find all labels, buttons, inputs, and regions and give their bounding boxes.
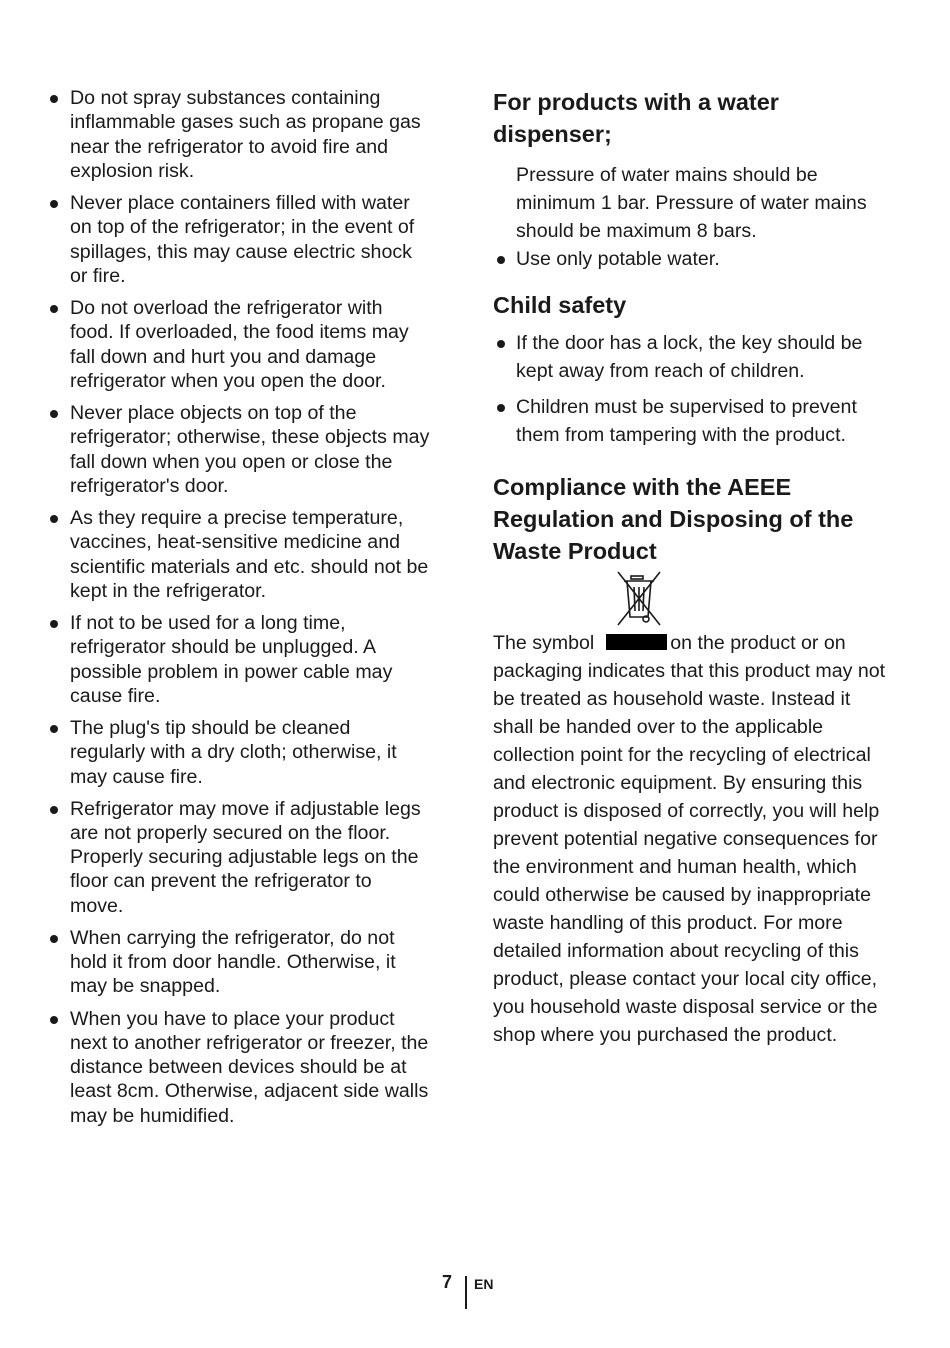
water-dispenser-heading: For products with a water dispenser; xyxy=(493,89,779,147)
safety-bullet-list xyxy=(48,86,430,1128)
list-item-text: Use only potable water. xyxy=(516,248,720,270)
bullet-icon xyxy=(497,340,505,348)
bullet-icon xyxy=(50,1016,58,1024)
aeee-text-after-symbol: on the product or on packaging indicates that this product may not be treated as household waste. Instead it shall be handed over to the applicable collection point for the recycling of electrical and electronic equipment. By ensuring this product is disposed of correctly, you will help prevent potential negative consequences for the environment and human health, which could otherwise be caused by inappropriate waste handling of this product. For more detailed information about recycling of this product, please contact your local city office, you household waste disposal service or the shop where you purchased the product. xyxy=(493,632,886,1046)
list-item xyxy=(48,296,430,393)
aeee-disposal-text xyxy=(493,629,893,1049)
aeee-compliance-heading: Compliance with the AEEE Regulation and Disposing of the Waste Product xyxy=(493,474,854,564)
list-item-text: Do not overload the refrigerator with food. If overloaded, the food items may fall down and hurt you and damage refrigerator when you open the door. xyxy=(70,296,409,392)
child-safety-bullet-list xyxy=(493,329,893,449)
list-item xyxy=(48,401,430,498)
list-item-text: The plug's tip should be cleaned regularly with a dry cloth; otherwise, it may cause fire. xyxy=(70,716,397,788)
list-item-text: Children must be supervised to prevent them from tampering with the product. xyxy=(516,396,857,446)
bullet-icon xyxy=(50,515,58,523)
right-column xyxy=(493,86,893,1049)
bullet-icon xyxy=(50,305,58,313)
solid-bar-symbol-icon xyxy=(606,634,667,650)
bullet-icon xyxy=(50,410,58,418)
list-item-text: If not to be used for a long time, refrigerator should be unplugged. A possible problem in power cable may cause fire. xyxy=(70,611,393,707)
list-item xyxy=(493,329,893,385)
child-safety-heading: Child safety xyxy=(493,292,627,318)
water-bullet-list xyxy=(493,245,893,273)
bullet-icon xyxy=(497,404,505,412)
aeee-text-before-symbol: The symbol xyxy=(493,632,595,654)
bullet-icon xyxy=(497,256,505,264)
list-item xyxy=(493,245,893,273)
bullet-icon xyxy=(50,620,58,628)
language-code: EN xyxy=(474,1276,494,1292)
list-item xyxy=(48,926,430,999)
list-item xyxy=(48,716,430,789)
bullet-icon xyxy=(50,806,58,814)
left-column xyxy=(48,86,430,1128)
list-item-text: Never place containers filled with water on top of the refrigerator; in the event of spillages, this may cause electric shock or fire. xyxy=(70,191,415,287)
list-item xyxy=(48,86,430,183)
bullet-icon xyxy=(50,95,58,103)
list-item xyxy=(48,1007,430,1128)
list-item xyxy=(48,797,430,918)
list-item-text: When you have to place your product next to another refrigerator or freezer, the distance between devices should be at least 8cm. Otherwise, adjacent side walls may be humidified. xyxy=(70,1007,429,1127)
crossed-out-wheelie-bin-icon xyxy=(615,569,663,629)
footer-divider xyxy=(465,1276,467,1309)
bullet-icon xyxy=(50,935,58,943)
list-item xyxy=(48,191,430,288)
page-number: 7 xyxy=(441,1272,452,1292)
list-item-text: When carrying the refrigerator, do not hold it from door handle. Otherwise, it may be snapped. xyxy=(70,926,396,998)
list-item xyxy=(48,611,430,708)
list-item-text: Refrigerator may move if adjustable legs are not properly secured on the floor. Properly securing adjustable legs on the floor can prevent the refrigerator to move. xyxy=(70,797,421,917)
list-item xyxy=(48,506,430,603)
bullet-icon xyxy=(50,725,58,733)
list-item-text: Do not spray substances containing inflammable gases such as propane gas near the refrigerator to avoid fire and explosion risk. xyxy=(70,87,421,182)
list-item xyxy=(493,393,893,449)
bullet-icon xyxy=(50,200,58,208)
water-pressure-text: Pressure of water mains should be minimum 1 bar. Pressure of water mains should be maximum 8 bars. xyxy=(516,164,867,242)
list-item-text: Never place objects on top of the refrigerator; otherwise, these objects may fall down when you open or close the refrigerator's door. xyxy=(70,401,430,497)
list-item-text: As they require a precise temperature, vaccines, heat-sensitive medicine and scientific materials and etc. should not be kept in the refrigerator. xyxy=(70,506,429,602)
list-item-text: If the door has a lock, the key should be kept away from reach of children. xyxy=(516,332,863,382)
